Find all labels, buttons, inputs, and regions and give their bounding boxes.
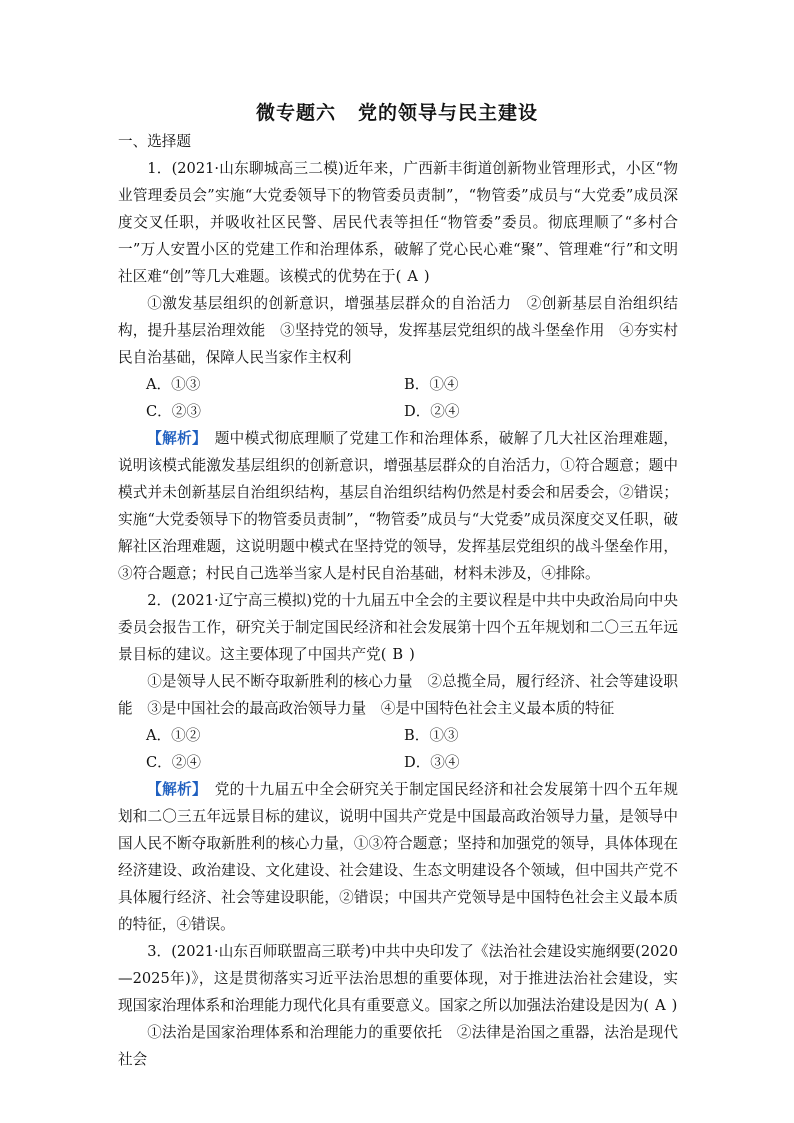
question-2-options bbox=[118, 722, 678, 776]
title-part2: 党的领导与民主建设 bbox=[358, 102, 539, 124]
option-a: A．①② bbox=[146, 727, 201, 744]
option-c: C．②③ bbox=[146, 403, 201, 420]
answer: A bbox=[655, 997, 666, 1014]
option-d: D．②④ bbox=[404, 403, 460, 420]
question-2-stem: 2．(2021·辽宁高三模拟)党的十九届五中全会的主要议程是中共中央政治局向中央委员会报告工作，研究关于制定国民经济和社会发展第十四个五年规划和二〇三五年远景目标的建议。这主要体现了中国共产党( B ) bbox=[118, 592, 678, 663]
question-3-stem: 3．(2021·山东百师联盟高三联考)中共中央印发了《法治社会建设实施纲要(2020—2025年)》，这是贯彻落实习近平法治思想的重要体现，对于推进法治社会建设，实现国家治理体系和治理能力现代化具有重要意义。国家之所以加强法治建设是因为( A ) bbox=[118, 943, 678, 1014]
answer: B bbox=[392, 646, 404, 663]
section-heading: 一、选择题 bbox=[118, 133, 191, 150]
option-b: B．①③ bbox=[404, 727, 459, 744]
question-text: (2021·山东聊城高三二模)近年来，广西新丰街道创新物业管理形式，小区“物业管理委员会”实施“大党委领导下的物管委员责制”，“物管委”成员与“大党委”成员深度交叉任职，并吸收社区民警、居民代表等担任“物管委”委员。彻底理顺了“多村合一”万人安置小区的党建工作和治理体系，破解了党心民心难“聚”、管理难“行”和文明社区难“创”等几大难题。该模式的优势在于( bbox=[118, 160, 678, 285]
page-title bbox=[0, 98, 794, 125]
question-1-analysis bbox=[118, 425, 678, 587]
question-1-stem: 1．(2021·山东聊城高三二模)近年来，广西新丰街道创新物业管理形式，小区“物业管理委员会”实施“大党委领导下的物管委员责制”，“物管委”成员与“大党委”成员深度交叉任职，并吸收社区民警、居民代表等担任“物管委”委员。彻底理顺了“多村合一”万人安置小区的党建工作和治理体系，破解了党心民心难“聚”、管理难“行”和文明社区难“创”等几大难题。该模式的优势在于( A ) bbox=[118, 160, 678, 285]
question-text: (2021·山东百师联盟高三联考)中共中央印发了《法治社会建设实施纲要(2020—2025年)》，这是贯彻落实习近平法治思想的重要体现，对于推进法治社会建设，实现国家治理体系和治理能力现代化具有重要意义。国家之所以加强法治建设是因为( bbox=[118, 943, 678, 1014]
analysis-text: 党的十九届五中全会研究关于制定国民经济和社会发展第十四个五年规划和二〇三五年远景目标的建议，说明中国共产党是中国最高政治领导力量，是领导中国人民不断夺取新胜利的核心力量，①③符合题意；坚持和加强党的领导，具体体现在经济建设、政治建设、文化建设、社会建设、生态文明建设各个领域，但中国共产党不具体履行经济、社会等建设职能，②错误；中国共产党领导是中国特色社会主义最本质的特征，④错误。 bbox=[118, 781, 678, 933]
option-b: B．①④ bbox=[404, 376, 459, 393]
analysis-tag: 【解析】 bbox=[147, 430, 200, 447]
option-c: C．②④ bbox=[146, 754, 201, 771]
analysis-tag: 【解析】 bbox=[147, 781, 200, 798]
question-2-statements: ①是领导人民不断夺取新胜利的核心力量 ②总揽全局，履行经济、社会等建设职能 ③是中国社会的最高政治领导力量 ④是中国特色社会主义最本质的特征 bbox=[118, 673, 678, 717]
document-body bbox=[118, 128, 678, 1073]
title-part1: 微专题六 bbox=[255, 102, 336, 124]
analysis-text: 题中模式彻底理顺了党建工作和治理体系，破解了几大社区治理难题，说明该模式能激发基层组织的创新意识，增强基层群众的自治活力，①符合题意；题中模式并未创新基层自治组织结构，基层自治组织结构仍然是村委会和居委会，②错误；实施“大党委领导下的物管委员责制”，“物管委”成员与“大党委”成员深度交叉任职，破解社区治理难题，这说明题中模式在坚持党的领导，发挥基层党组织的战斗堡垒作用，③符合题意；村民自己选举当家人是村民自治基础，材料未涉及，④排除。 bbox=[118, 430, 678, 582]
question-2-analysis bbox=[118, 776, 678, 938]
question-number: 1． bbox=[147, 160, 172, 177]
question-number: 2． bbox=[147, 592, 172, 609]
question-3-statements: ①法治是国家治理体系和治理能力的重要依托 ②法律是治国之重器，法治是现代社会 bbox=[118, 1024, 678, 1068]
option-a: A．①③ bbox=[146, 376, 201, 393]
question-1-statements: ①激发基层组织的创新意识，增强基层群众的自治活力 ②创新基层自治组织结构，提升基层治理效能 ③坚持党的领导，发挥基层党组织的战斗堡垒作用 ④夯实村民自治基础，保障人民当家作主权利 bbox=[118, 295, 678, 366]
question-number: 3． bbox=[147, 943, 172, 960]
question-1-options bbox=[118, 371, 678, 425]
question-text: (2021·辽宁高三模拟)党的十九届五中全会的主要议程是中共中央政治局向中央委员会报告工作，研究关于制定国民经济和社会发展第十四个五年规划和二〇三五年远景目标的建议。这主要体现了中国共产党( bbox=[118, 592, 678, 663]
option-d: D．③④ bbox=[404, 754, 460, 771]
answer: A bbox=[407, 268, 418, 285]
